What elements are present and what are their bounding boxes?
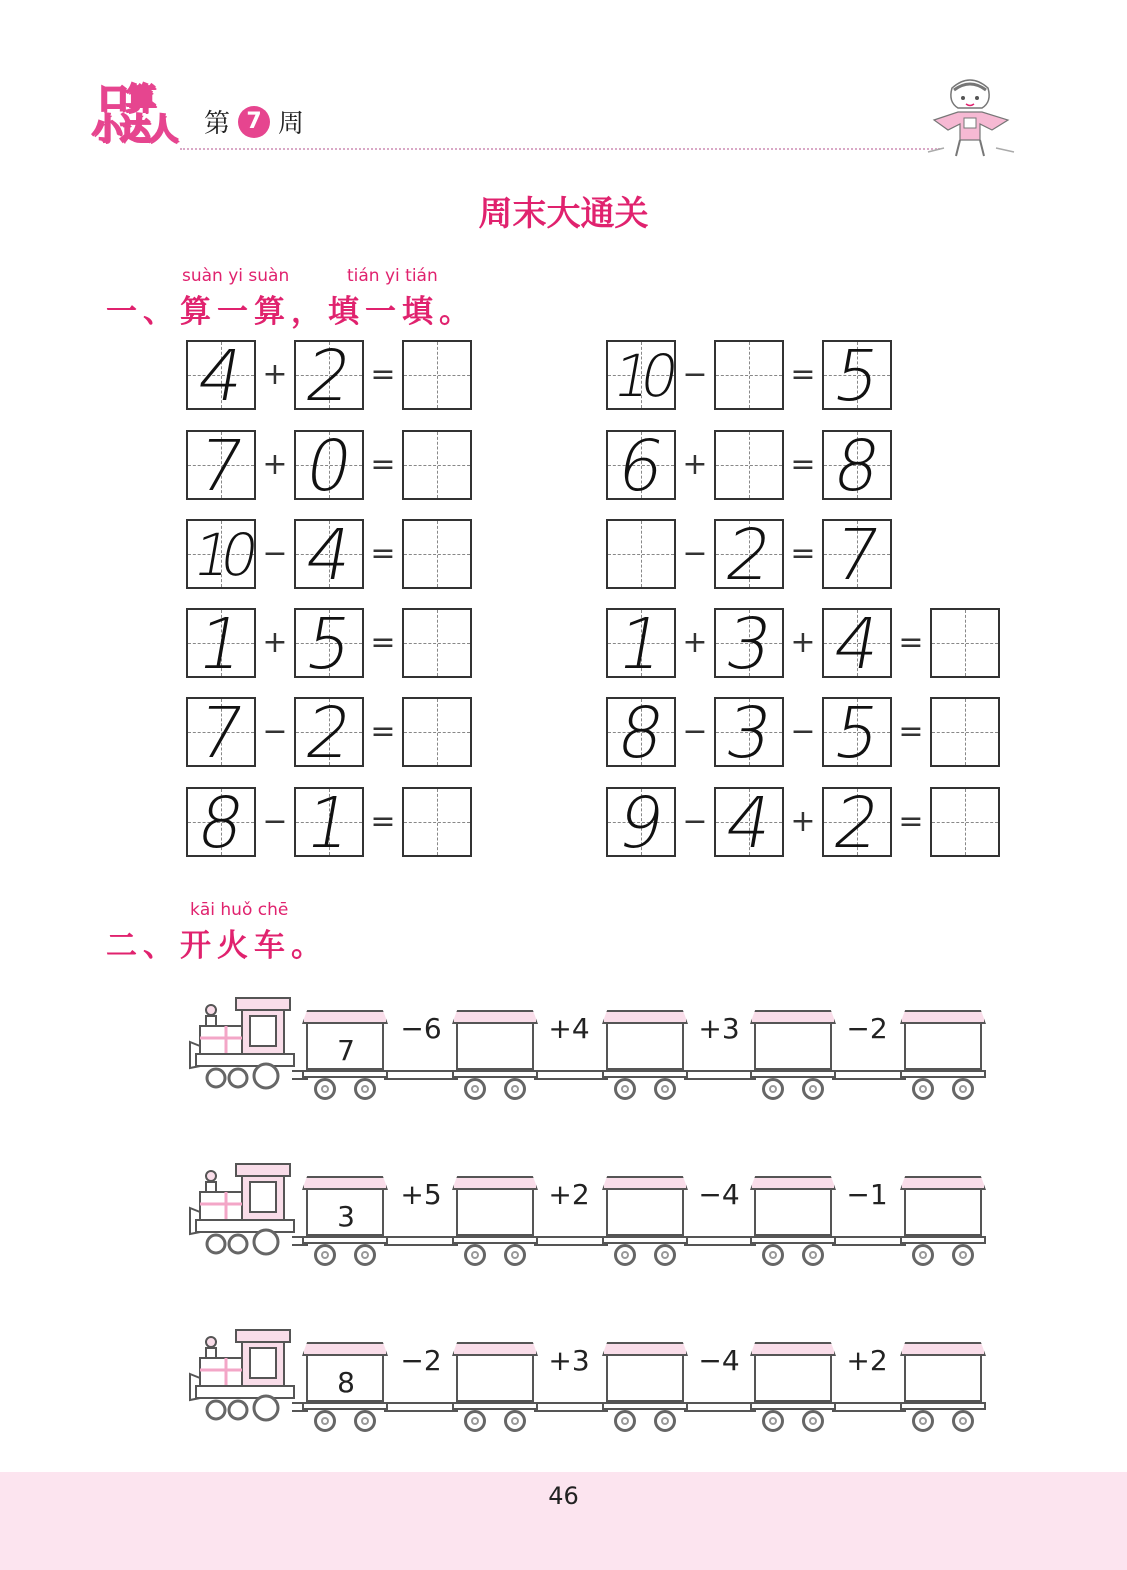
- train-car-start: [306, 1176, 386, 1260]
- answer-box[interactable]: [402, 697, 472, 767]
- car-body: [754, 1024, 832, 1070]
- equals-sign: =: [370, 714, 396, 749]
- number-box: [822, 425, 892, 507]
- start-number: 8: [337, 1366, 355, 1399]
- train-car-answer[interactable]: [456, 1010, 536, 1094]
- car-coupler: [384, 1236, 458, 1246]
- box-digit: 7: [191, 425, 251, 507]
- car-base: [452, 1070, 538, 1078]
- answer-box[interactable]: [714, 340, 784, 410]
- wheel-icon: [614, 1244, 636, 1266]
- logo-line-1: 口算: [98, 82, 154, 117]
- operator-sign: +: [262, 357, 288, 392]
- page-number: 46: [548, 1482, 579, 1510]
- train-car-start: [306, 1010, 386, 1094]
- car-coupler: [832, 1236, 906, 1246]
- operator-sign: +: [262, 447, 288, 482]
- car-body: [606, 1190, 684, 1236]
- wheel-icon: [654, 1244, 676, 1266]
- box-digit: 10: [608, 342, 674, 410]
- number-box: [186, 603, 256, 685]
- step-operation: +3: [698, 1012, 740, 1045]
- number-box: [606, 340, 676, 410]
- section1-pinyin-b: tián yi tián: [347, 266, 438, 286]
- answer-box[interactable]: [402, 787, 472, 857]
- wheel-icon: [952, 1410, 974, 1432]
- box-digit: 10: [188, 521, 254, 589]
- locomotive-icon: [186, 996, 298, 1096]
- wheel-icon: [802, 1410, 824, 1432]
- train-car-answer[interactable]: [904, 1176, 984, 1260]
- number-box: [606, 692, 676, 774]
- train-car-answer[interactable]: [456, 1342, 536, 1426]
- box-digit: 4: [191, 335, 251, 417]
- wheel-icon: [614, 1078, 636, 1100]
- equals-sign: =: [790, 357, 816, 392]
- car-base: [900, 1402, 986, 1410]
- week-suffix: 周: [278, 109, 305, 139]
- number-box: [294, 514, 364, 596]
- car-roof: [452, 1342, 538, 1356]
- logo: [92, 84, 184, 150]
- answer-box[interactable]: [402, 340, 472, 410]
- equals-sign: =: [370, 447, 396, 482]
- wheel-icon: [912, 1078, 934, 1100]
- equals-sign: =: [370, 357, 396, 392]
- step-operation: +5: [400, 1178, 442, 1211]
- answer-box[interactable]: [402, 608, 472, 678]
- logo-line-2: 小达人: [92, 112, 176, 147]
- box-digit: 8: [191, 782, 251, 864]
- train-car-answer[interactable]: [754, 1342, 834, 1426]
- wheel-icon: [952, 1244, 974, 1266]
- box-digit: 4: [299, 514, 359, 596]
- step-operation: +3: [548, 1344, 590, 1377]
- wheel-icon: [614, 1410, 636, 1432]
- operator-sign: −: [682, 714, 708, 749]
- answer-box[interactable]: [930, 787, 1000, 857]
- number-box: [294, 425, 364, 507]
- step-operation: +4: [548, 1012, 590, 1045]
- train-car-start: [306, 1342, 386, 1426]
- car-coupler: [534, 1236, 608, 1246]
- train-car-answer[interactable]: [606, 1010, 686, 1094]
- box-digit: 4: [719, 782, 779, 864]
- section1-pinyin-a: suàn yi suàn: [182, 266, 290, 286]
- equals-sign: =: [370, 536, 396, 571]
- wheel-icon: [802, 1078, 824, 1100]
- operator-sign: +: [790, 804, 816, 839]
- car-coupler: [832, 1070, 906, 1080]
- car-roof: [302, 1342, 388, 1356]
- car-roof: [750, 1342, 836, 1356]
- car-body: [606, 1356, 684, 1402]
- wheel-icon: [354, 1410, 376, 1432]
- equals-sign: =: [370, 625, 396, 660]
- car-coupler: [292, 1402, 308, 1412]
- car-base: [750, 1402, 836, 1410]
- car-coupler: [534, 1070, 608, 1080]
- number-box: [606, 425, 676, 507]
- number-box: [186, 425, 256, 507]
- car-roof: [452, 1176, 538, 1190]
- step-operation: −2: [846, 1012, 888, 1045]
- car-base: [750, 1236, 836, 1244]
- car-base: [900, 1236, 986, 1244]
- number-box: [822, 603, 892, 685]
- operator-sign: −: [262, 714, 288, 749]
- equals-sign: =: [790, 536, 816, 571]
- car-roof: [900, 1342, 986, 1356]
- operator-sign: −: [682, 536, 708, 571]
- box-digit: 3: [719, 692, 779, 774]
- train-car-answer[interactable]: [754, 1176, 834, 1260]
- wheel-icon: [912, 1244, 934, 1266]
- wheel-icon: [504, 1410, 526, 1432]
- car-roof: [750, 1010, 836, 1024]
- car-coupler: [384, 1070, 458, 1080]
- train: [186, 996, 986, 1096]
- car-coupler: [534, 1402, 608, 1412]
- operator-sign: −: [262, 536, 288, 571]
- wheel-icon: [464, 1410, 486, 1432]
- equals-sign: =: [370, 804, 396, 839]
- wheel-icon: [802, 1244, 824, 1266]
- wheel-icon: [952, 1078, 974, 1100]
- box-digit: 4: [827, 603, 887, 685]
- car-body: [456, 1024, 534, 1070]
- equals-sign: =: [898, 625, 924, 660]
- number-box: [294, 335, 364, 417]
- box-digit: 5: [299, 603, 359, 685]
- car-body: [456, 1356, 534, 1402]
- train-car-answer[interactable]: [754, 1010, 834, 1094]
- wheel-icon: [762, 1410, 784, 1432]
- step-operation: −6: [400, 1012, 442, 1045]
- car-coupler: [684, 1070, 756, 1080]
- box-digit: 2: [299, 335, 359, 417]
- section1-title: 一、算一算，填一填。: [106, 294, 476, 330]
- car-roof: [602, 1010, 688, 1024]
- car-body: [904, 1356, 982, 1402]
- number-box: [822, 335, 892, 417]
- wheel-icon: [314, 1244, 336, 1266]
- operator-sign: −: [790, 714, 816, 749]
- operator-sign: +: [682, 625, 708, 660]
- number-box: [606, 603, 676, 685]
- step-operation: −4: [698, 1178, 740, 1211]
- answer-box[interactable]: [402, 519, 472, 589]
- step-operation: −4: [698, 1344, 740, 1377]
- number-box: [186, 519, 256, 589]
- wheel-icon: [762, 1078, 784, 1100]
- box-digit: 6: [611, 425, 671, 507]
- box-digit: 8: [611, 692, 671, 774]
- wheel-icon: [504, 1244, 526, 1266]
- box-digit: 7: [191, 692, 251, 774]
- number-box: [714, 603, 784, 685]
- operator-sign: −: [262, 804, 288, 839]
- box-digit: 7: [827, 514, 887, 596]
- wheel-icon: [354, 1244, 376, 1266]
- wheel-icon: [504, 1078, 526, 1100]
- locomotive-icon: [186, 1328, 298, 1428]
- operator-sign: −: [682, 804, 708, 839]
- step-operation: −2: [400, 1344, 442, 1377]
- box-digit: 1: [611, 603, 671, 685]
- girl-mascot-illustration: [922, 68, 1018, 160]
- box-digit: 1: [191, 603, 251, 685]
- car-body: [904, 1190, 982, 1236]
- car-roof: [900, 1010, 986, 1024]
- week-prefix: 第: [204, 109, 231, 139]
- car-roof: [452, 1010, 538, 1024]
- box-digit: 0: [299, 425, 359, 507]
- locomotive-icon: [186, 1162, 298, 1262]
- car-roof: [602, 1342, 688, 1356]
- step-operation: +2: [548, 1178, 590, 1211]
- wheel-icon: [654, 1410, 676, 1432]
- equals-sign: =: [898, 804, 924, 839]
- car-roof: [900, 1176, 986, 1190]
- number-box: [186, 782, 256, 864]
- box-digit: 8: [827, 425, 887, 507]
- number-box: [186, 692, 256, 774]
- car-body: [754, 1190, 832, 1236]
- car-roof: [750, 1176, 836, 1190]
- answer-box[interactable]: [930, 608, 1000, 678]
- car-roof: [302, 1010, 388, 1024]
- box-digit: 3: [719, 603, 779, 685]
- start-number: 3: [337, 1200, 355, 1233]
- step-operation: +2: [846, 1344, 888, 1377]
- number-box: [294, 603, 364, 685]
- car-base: [900, 1070, 986, 1078]
- car-body: [456, 1190, 534, 1236]
- number-box: [186, 335, 256, 417]
- train-car-answer[interactable]: [606, 1176, 686, 1260]
- section2-title: 二、开火车。: [106, 928, 328, 964]
- train-car-answer[interactable]: [904, 1010, 984, 1094]
- answer-box[interactable]: [714, 430, 784, 500]
- box-digit: 2: [719, 514, 779, 596]
- train: [186, 1328, 986, 1428]
- car-roof: [302, 1176, 388, 1190]
- week-number-badge: 7: [238, 106, 270, 138]
- number-box: [714, 782, 784, 864]
- train-car-answer[interactable]: [606, 1342, 686, 1426]
- number-box: [714, 692, 784, 774]
- box-digit: 5: [827, 335, 887, 417]
- number-box: [822, 514, 892, 596]
- car-coupler: [832, 1402, 906, 1412]
- car-body: [606, 1024, 684, 1070]
- number-box: [294, 782, 364, 864]
- answer-box[interactable]: [402, 430, 472, 500]
- car-base: [602, 1402, 688, 1410]
- box-digit: 2: [827, 782, 887, 864]
- header-divider: [180, 148, 940, 150]
- train: [186, 1162, 986, 1262]
- car-base: [602, 1070, 688, 1078]
- wheel-icon: [762, 1244, 784, 1266]
- number-box: [606, 782, 676, 864]
- answer-box[interactable]: [930, 697, 1000, 767]
- section2-pinyin: kāi huǒ chē: [190, 900, 289, 920]
- number-box: [294, 692, 364, 774]
- box-digit: 9: [611, 782, 671, 864]
- page-title: 周末大通关: [478, 194, 649, 234]
- number-box: [714, 514, 784, 596]
- operator-sign: +: [262, 625, 288, 660]
- wheel-icon: [912, 1410, 934, 1432]
- car-coupler: [292, 1070, 308, 1080]
- wheel-icon: [354, 1078, 376, 1100]
- operator-sign: −: [682, 357, 708, 392]
- car-coupler: [684, 1236, 756, 1246]
- number-box: [822, 782, 892, 864]
- wheel-icon: [314, 1410, 336, 1432]
- car-coupler: [684, 1402, 756, 1412]
- wheel-icon: [654, 1078, 676, 1100]
- car-body: [904, 1024, 982, 1070]
- car-body: [754, 1356, 832, 1402]
- equals-sign: =: [898, 714, 924, 749]
- equals-sign: =: [790, 447, 816, 482]
- number-box: [822, 692, 892, 774]
- car-base: [750, 1070, 836, 1078]
- car-base: [452, 1402, 538, 1410]
- car-base: [452, 1236, 538, 1244]
- box-digit: 2: [299, 692, 359, 774]
- wheel-icon: [464, 1244, 486, 1266]
- step-operation: −1: [846, 1178, 888, 1211]
- box-digit: 1: [299, 782, 359, 864]
- train-car-answer[interactable]: [904, 1342, 984, 1426]
- car-coupler: [292, 1236, 308, 1246]
- car-roof: [602, 1176, 688, 1190]
- start-number: 7: [337, 1034, 355, 1067]
- operator-sign: +: [682, 447, 708, 482]
- answer-box[interactable]: [606, 519, 676, 589]
- box-digit: 5: [827, 692, 887, 774]
- wheel-icon: [314, 1078, 336, 1100]
- car-base: [602, 1236, 688, 1244]
- operator-sign: +: [790, 625, 816, 660]
- week-label: [204, 103, 304, 140]
- wheel-icon: [464, 1078, 486, 1100]
- train-car-answer[interactable]: [456, 1176, 536, 1260]
- car-coupler: [384, 1402, 458, 1412]
